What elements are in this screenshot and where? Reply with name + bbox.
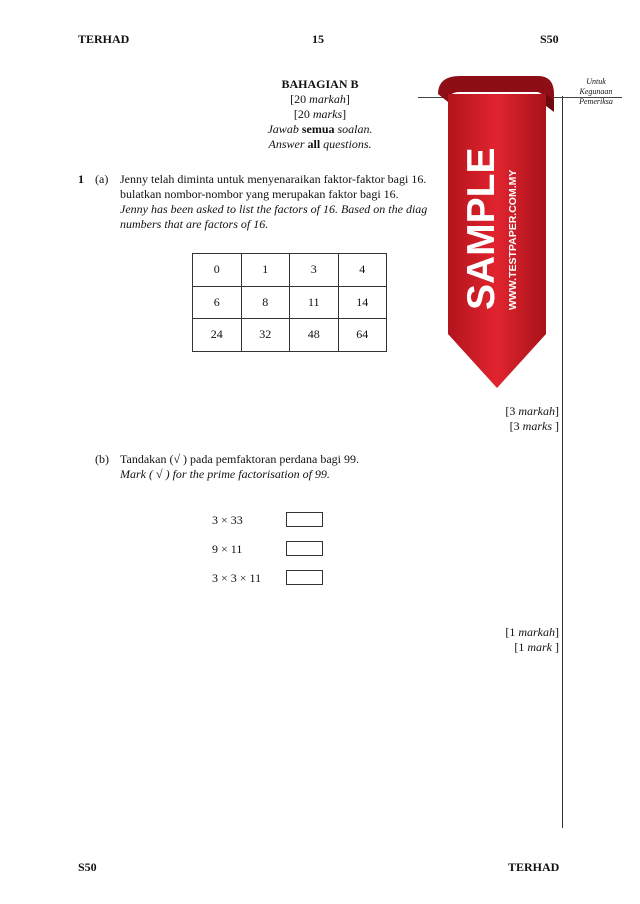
table-row	[193, 254, 387, 287]
section-instruction-en: Answer all questions.	[268, 137, 372, 151]
header-right: S50	[540, 32, 559, 46]
part-b-marks	[440, 625, 559, 655]
number-cell[interactable]: 64	[338, 319, 387, 352]
examiner-label: Untuk Kegunaan Pemeriksa	[579, 77, 613, 106]
part-b-marks-ms: [1 markah]	[505, 625, 559, 639]
question-number: 1	[78, 172, 84, 186]
section-heading	[200, 77, 440, 152]
number-cell[interactable]: 4	[338, 254, 387, 287]
answer-checkbox[interactable]	[286, 541, 323, 556]
part-a-text: Jenny telah diminta untuk menyenaraikan faktor-faktor bagi 16. bulatkan nombor-nombor yang merupakan faktor bagi 16. Jenny has been asked to list the factors of 16. Based on the diag numbers that are factors of 16.	[120, 172, 428, 231]
option-label: 3 × 33	[212, 513, 243, 527]
part-b-marks-en: [1 mark ]	[514, 640, 559, 654]
header-left: TERHAD	[78, 32, 130, 46]
table-row	[193, 286, 387, 319]
section-marks-ms: [20 markah]	[290, 92, 350, 106]
section-marks-en: [20 marks]	[293, 107, 347, 121]
part-a-label: (a)	[95, 172, 109, 186]
number-cell[interactable]: 24	[193, 319, 242, 352]
section-instruction-ms: Jawab semua soalan.	[267, 122, 373, 136]
option-label: 3 × 3 × 11	[212, 571, 262, 585]
watermark-url-text: WWW.TESTPAPER.COM.MY	[507, 169, 519, 310]
option-label: 9 × 11	[212, 542, 243, 556]
number-cell[interactable]: 0	[193, 254, 242, 287]
number-cell[interactable]: 6	[193, 286, 242, 319]
number-cell[interactable]: 14	[338, 286, 387, 319]
factors-table	[192, 253, 387, 352]
part-b-text: Tandakan (√ ) pada pemfaktoran perdana bagi 99. Mark ( √ ) for the prime factorisation of 99.	[120, 452, 359, 481]
number-cell[interactable]: 48	[290, 319, 339, 352]
part-a-marks-ms: [3 markah]	[505, 404, 559, 418]
part-b-label: (b)	[95, 452, 109, 466]
number-cell[interactable]: 1	[241, 254, 290, 287]
answer-checkbox[interactable]	[286, 512, 323, 527]
section-title: BAHAGIAN B	[281, 77, 359, 91]
part-a-marks	[440, 404, 559, 434]
table-row	[193, 319, 387, 352]
examiner-margin-line	[562, 96, 563, 828]
number-cell[interactable]: 32	[241, 319, 290, 352]
number-cell[interactable]: 11	[290, 286, 339, 319]
number-cell[interactable]: 3	[290, 254, 339, 287]
number-cell[interactable]: 8	[241, 286, 290, 319]
part-a-marks-en: [3 marks ]	[509, 419, 559, 433]
sample-watermark-ribbon	[430, 72, 560, 392]
footer-right: TERHAD	[508, 860, 560, 874]
watermark-sample-text: SAMPLE	[460, 147, 503, 310]
header-page-number: 15	[312, 32, 324, 46]
footer-left: S50	[78, 860, 97, 874]
answer-checkbox[interactable]	[286, 570, 323, 585]
